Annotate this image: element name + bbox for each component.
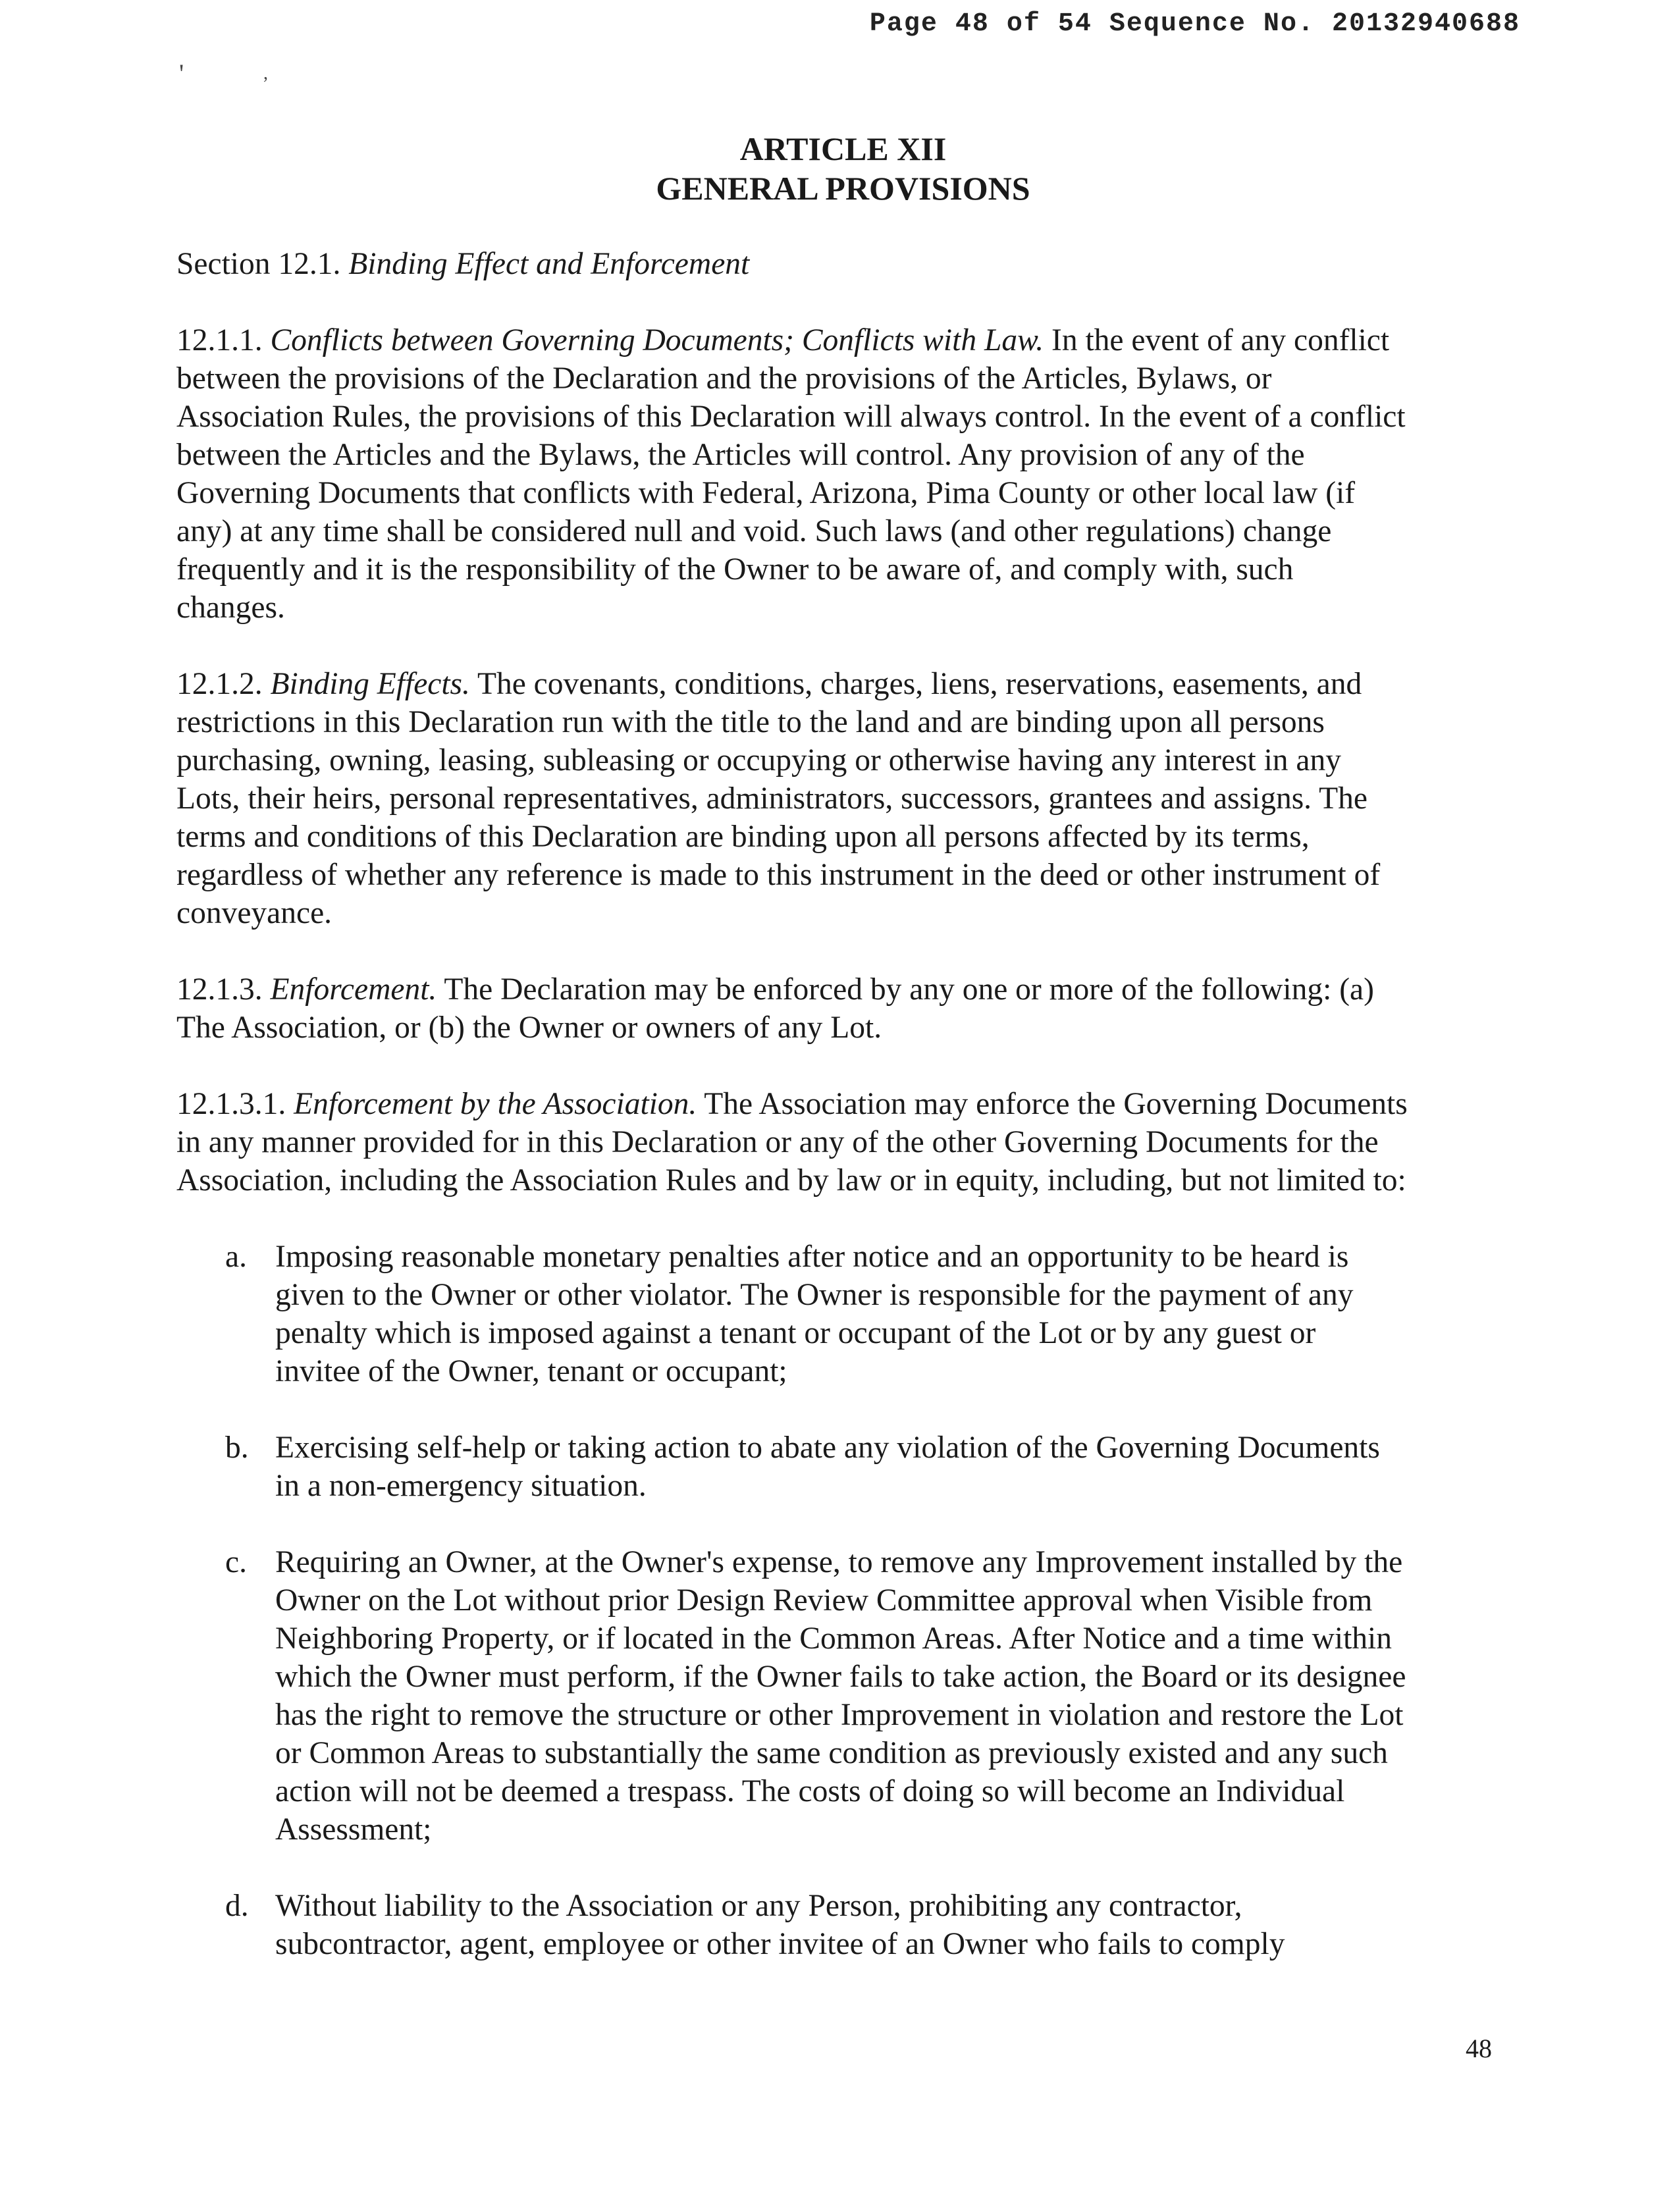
article-subtitle: GENERAL PROVISIONS	[656, 170, 1030, 207]
list-item-text: Imposing reasonable monetary penalties after notice and an opportunity to be heard is given to the Owner or other violator. The Owner is responsible for the payment of any penalty which is imposed against a tenant or occupant of the Lot or by any guest or invitee of the Owner, tenant or occupant;	[275, 1240, 1354, 1388]
paragraph-heading: Conflicts between Governing Documents; Conflicts with Law.	[270, 323, 1044, 357]
paragraph-number: 12.1.1.	[176, 323, 263, 357]
list-item-text: Requiring an Owner, at the Owner's expense, to remove any Improvement installed by the Owner on the Lot without prior Design Review Committee approval when Visible from Neighboring Property, or if located in the Common Areas. After Notice and a time within which the Owner must perform, if the Owner fails to take action, the Board or its designee has the right to remove the structure or other Improvement in violation and restore the Lot or Common Areas to substantially the same condition as previously existed and any such action will not be deemed a trespass. The costs of doing so will become an Individual Assessment;	[275, 1545, 1406, 1847]
list-item	[176, 1543, 1408, 1849]
paragraph-body: The covenants, conditions, charges, liens, reservations, easements, and restrictions in this Declaration run with the title to the land and are binding upon all persons purchasing, owning, leasing, subleasing or occupying or otherwise having any interest in any Lots, their heirs, personal representatives, administrators, successors, grantees and assigns. The terms and conditions of this Declaration are binding upon all persons affected by its terms, regardless of whether any reference is made to this instrument in the deed or other instrument of conveyance.	[176, 667, 1381, 930]
paragraph-heading: Enforcement.	[270, 972, 437, 1007]
page-number: 48	[1466, 2034, 1492, 2063]
sequence-stamp: Page 48 of 54 Sequence No. 20132940688	[869, 9, 1520, 39]
paragraph-12-1-3	[176, 970, 1408, 1047]
paragraph-number: 12.1.2.	[176, 667, 263, 701]
list-item-text: Exercising self-help or taking action to abate any violation of the Governing Documents in a non-emergency situation.	[275, 1431, 1380, 1503]
paragraph-body: The Association may enforce the Governing Documents in any manner provided for in this Declaration or any of the other Governing Documents for the Association, including the Association Rules and by law or in equity, including, but not limited to:	[176, 1087, 1408, 1198]
list-item	[176, 1429, 1408, 1505]
enforcement-list	[176, 1238, 1408, 1963]
scan-mark: ,	[263, 63, 268, 84]
list-marker: c.	[225, 1545, 247, 1579]
article-title	[0, 129, 1673, 208]
section-number: Section 12.1.	[176, 247, 341, 281]
scan-mark: '	[179, 59, 184, 88]
list-marker: a.	[225, 1240, 247, 1274]
paragraph-body: In the event of any conflict between the provisions of the Declaration and the provisions of the Articles, Bylaws, or Association Rules, the provisions of this Declaration will always control. In the event of a conflict between the Articles and the Bylaws, the Articles will control. Any provision of any of the Governing Documents that conflicts with Federal, Arizona, Pima County or other local law (if any) at any time shall be considered null and void. Such laws (and other regulations) change frequently and it is the responsibility of the Owner to be aware of, and comply with, such changes.	[176, 323, 1406, 625]
paragraph-body: The Declaration may be enforced by any one or more of the following: (a) The Association, or (b) the Owner or owners of any Lot.	[176, 972, 1374, 1045]
list-marker: d.	[225, 1889, 249, 1923]
paragraph-number: 12.1.3.1.	[176, 1087, 286, 1121]
list-item-text: Without liability to the Association or any Person, prohibiting any contractor, subcontractor, agent, employee or other invitee of an Owner who fails to comply	[275, 1889, 1285, 1961]
paragraph-12-1-1	[176, 321, 1408, 627]
paragraph-12-1-3-1	[176, 1085, 1408, 1199]
list-marker: b.	[225, 1431, 249, 1465]
article-number: ARTICLE XII	[739, 130, 947, 167]
list-item	[176, 1887, 1408, 1963]
document-body	[176, 245, 1408, 2001]
paragraph-heading: Enforcement by the Association.	[294, 1087, 697, 1121]
section-title: Binding Effect and Enforcement	[348, 247, 750, 281]
section-heading	[176, 245, 1408, 283]
paragraph-number: 12.1.3.	[176, 972, 263, 1007]
paragraph-12-1-2	[176, 665, 1408, 932]
list-item	[176, 1238, 1408, 1390]
paragraph-heading: Binding Effects.	[270, 667, 470, 701]
